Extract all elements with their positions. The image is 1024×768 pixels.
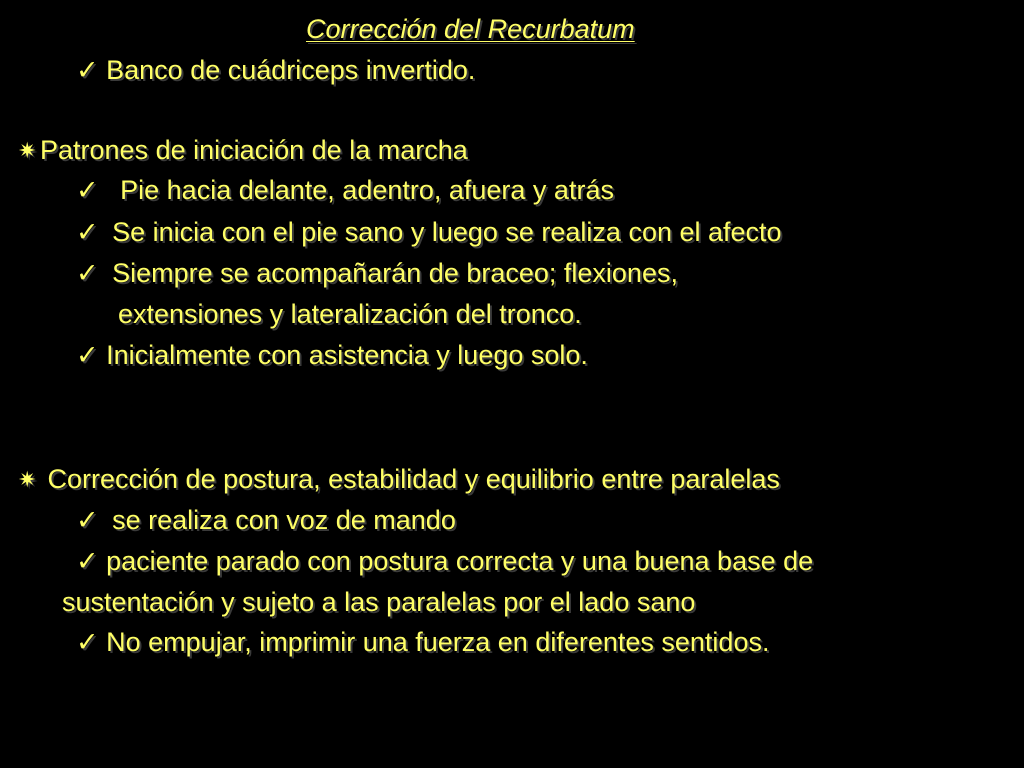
- section-heading-marcha: [18, 133, 468, 168]
- check-item-inicialmente: [76, 338, 588, 372]
- check-item-voz: [76, 503, 456, 537]
- check-item-banco: [76, 53, 475, 87]
- star-bullet-icon: ✷: [18, 138, 37, 163]
- check-item-empujar: [76, 625, 769, 659]
- check-item-pie: [76, 173, 614, 207]
- section-heading-text: Corrección de postura, estabilidad y equilibrio entre paralelas: [47, 464, 780, 494]
- check-item-text: Se inicia con el pie sano y luego se realiza con el afecto: [112, 217, 782, 247]
- slide-title: Corrección del Recurbatum: [306, 14, 635, 44]
- check-item-paciente: [76, 544, 813, 578]
- check-icon: ✓: [76, 546, 99, 576]
- check-icon: ✓: [76, 175, 99, 205]
- section-heading-text: Patrones de iniciación de la marcha: [40, 135, 468, 165]
- check-item-text: paciente parado con postura correcta y una buena base de: [106, 546, 814, 576]
- check-icon: ✓: [76, 55, 99, 85]
- check-item-paciente-continuation: sustentación y sujeto a las paralelas por el lado sano: [62, 587, 696, 617]
- check-item-siempre-continuation: extensiones y lateralización del tronco.: [118, 299, 582, 329]
- check-item-siempre: [76, 256, 678, 290]
- check-icon: ✓: [76, 505, 99, 535]
- check-item-inicia: [76, 215, 782, 249]
- check-icon: ✓: [76, 340, 99, 370]
- star-bullet-icon: ✷: [18, 467, 37, 492]
- check-item-text: Inicialmente con asistencia y luego solo.: [106, 340, 588, 370]
- check-item-text: Pie hacia delante, adentro, afuera y atrás: [120, 175, 614, 205]
- section-heading-postura: [18, 462, 780, 497]
- check-item-text: Banco de cuádriceps invertido.: [106, 55, 476, 85]
- check-icon: ✓: [76, 627, 99, 657]
- check-item-text: No empujar, imprimir una fuerza en diferentes sentidos.: [106, 627, 770, 657]
- check-item-text: se realiza con voz de mando: [112, 505, 456, 535]
- check-icon: ✓: [76, 258, 99, 288]
- check-item-text: Siempre se acompañarán de braceo; flexiones,: [112, 258, 678, 288]
- check-icon: ✓: [76, 217, 99, 247]
